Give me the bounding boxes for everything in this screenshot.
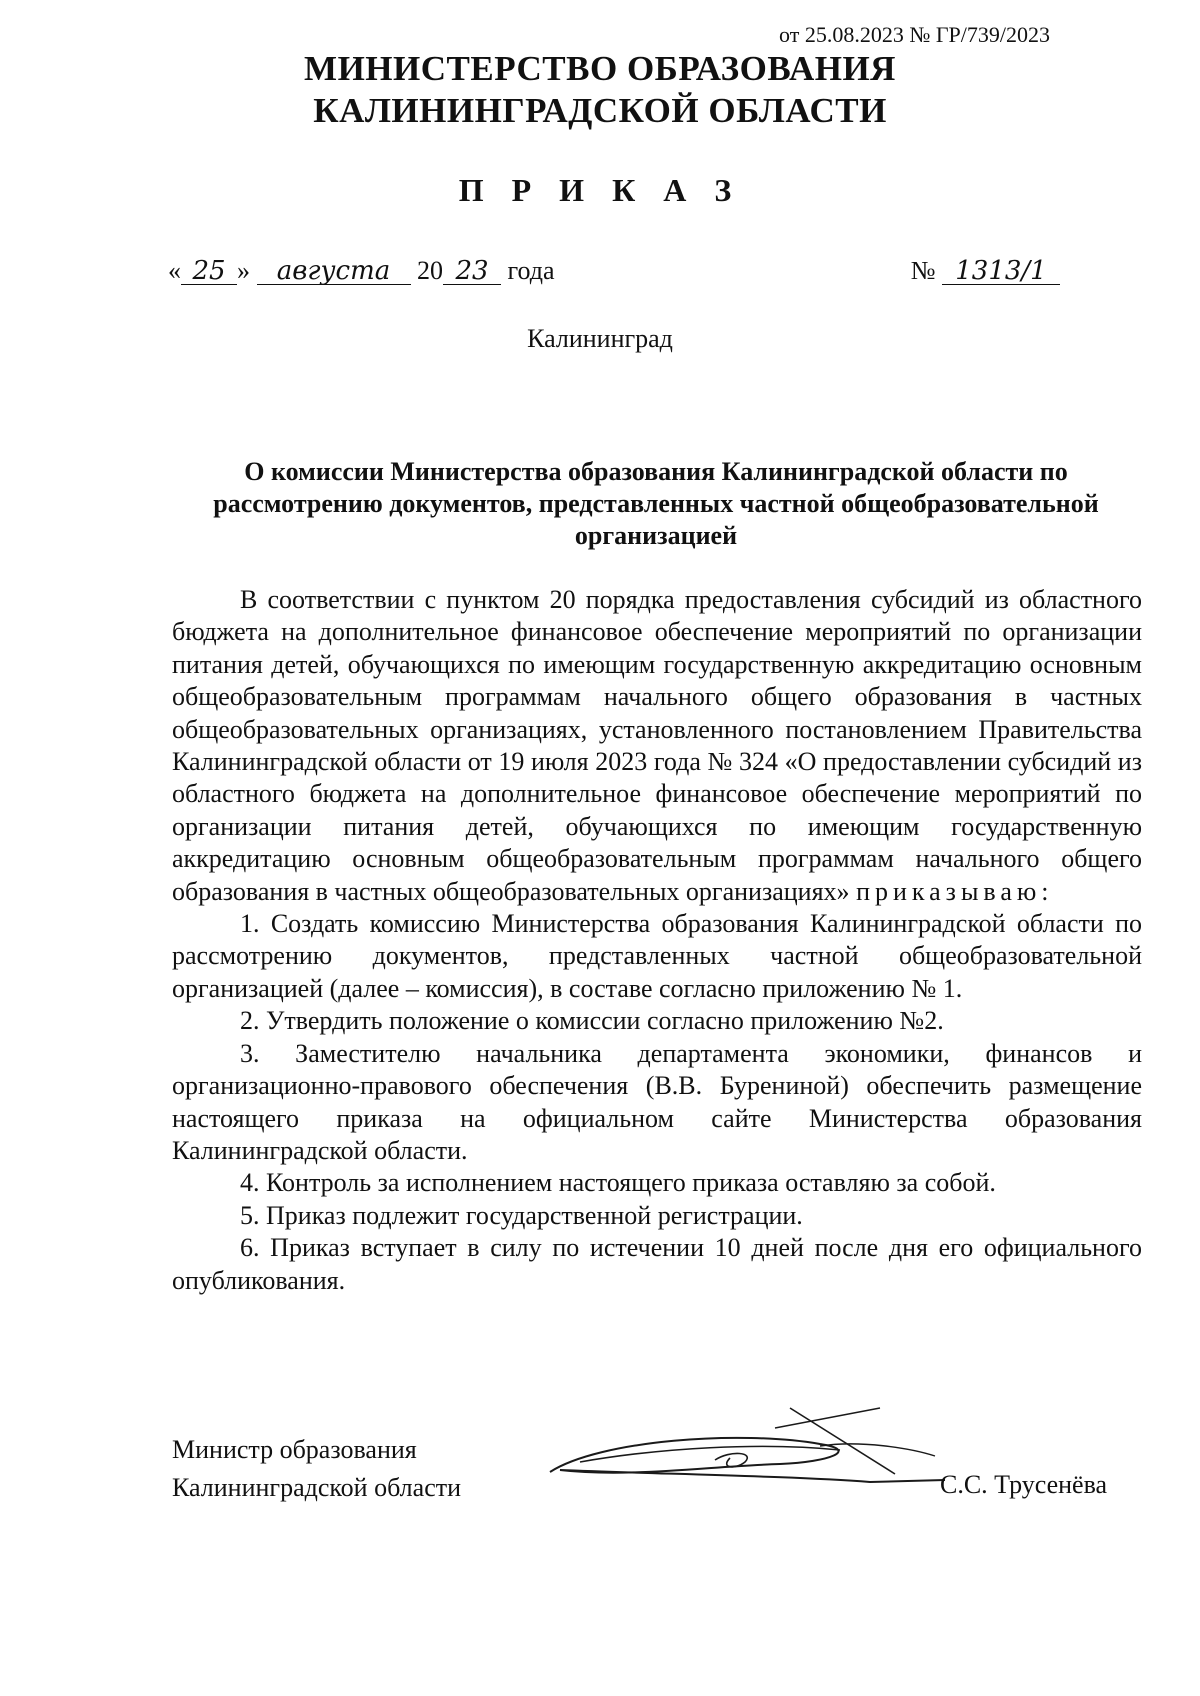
date-year: 23 (443, 258, 501, 285)
signatory-title-line1: Министр образования (172, 1435, 417, 1464)
registration-stamp: от 25.08.2023 № ГР/739/2023 (779, 22, 1050, 47)
signatory-title (172, 1431, 461, 1507)
date-day: 25 (181, 258, 237, 285)
quote-open: « (168, 256, 181, 285)
quote-close: » (237, 256, 250, 285)
order-item-1: 1. Создать комиссию Министерства образования Калининградской области по рассмотрению документов, представленных частной общеобразовательной организацией (далее – комиссия), в составе согласно приложению № 1. (172, 909, 1142, 1003)
preamble-paragraph (172, 584, 1142, 908)
ministry-name-line2: КАЛИНИНГРАДСКОЙ ОБЛАСТИ (313, 91, 887, 130)
city: Калининград (527, 324, 673, 353)
order-body (172, 584, 1142, 1297)
preamble-text: В соответствии с пунктом 20 порядка предоставления субсидий из областного бюджета на дополнительное финансовое обеспечение мероприятий по организации питания детей, обучающихся по имеющим государственную аккредитацию основным общеобразовательным программам начального общего образования в частных общеобразовательных организациях, установленного постановлением Правительства Калининградской области от 19 июля 2023 года № 324 «О предоставлении субсидий из областного бюджета на дополнительное финансовое обеспечение мероприятий по организации питания детей, обучающихся по имеющим государственную аккредитацию основным общеобразовательным программам начального общего образования в частных общеобразовательных организациях» (172, 585, 1142, 906)
order-item-3: 3. Заместителю начальника департамента экономики, финансов и организационно-правового обеспечения (В.В. Бурениной) обеспечить размещение настоящего приказа на официальном сайте Министерства образования Калининградской области. (172, 1038, 1142, 1165)
order-subject: О комиссии Министерства образования Калининградской области по рассмотрению документов, представленных частной общеобразовательной организацией (213, 457, 1099, 550)
order-item-2: 2. Утвердить положение о комиссии согласно приложению №2. (240, 1006, 944, 1036)
date-month: августа (257, 258, 411, 285)
year-prefix: 20 (417, 256, 443, 285)
order-word: приказываю: (856, 876, 1054, 906)
ministry-name-line1: МИНИСТЕРСТВО ОБРАЗОВАНИЯ (304, 49, 896, 88)
document-type-title: П Р И К А З (458, 172, 742, 208)
order-item-5: 5. Приказ подлежит государственной регистрации. (240, 1200, 803, 1230)
order-item-6: 6. Приказ вступает в силу по истечении 10 дней после дня его официального опубликования. (172, 1233, 1142, 1295)
signatory-title-line2: Калининградской области (172, 1473, 462, 1502)
order-number (911, 256, 1060, 286)
order-number-value: 1313/1 (942, 258, 1060, 285)
handwritten-signature (540, 1400, 960, 1510)
number-sign: № (910, 256, 936, 285)
signatory-name: С.С. Трусенёва (940, 1470, 1108, 1499)
order-date (168, 256, 555, 286)
year-word: года (507, 256, 555, 285)
ministry-header (0, 48, 1200, 132)
order-item-4: 4. Контроль за исполнением настоящего приказа оставляю за собой. (240, 1168, 996, 1198)
